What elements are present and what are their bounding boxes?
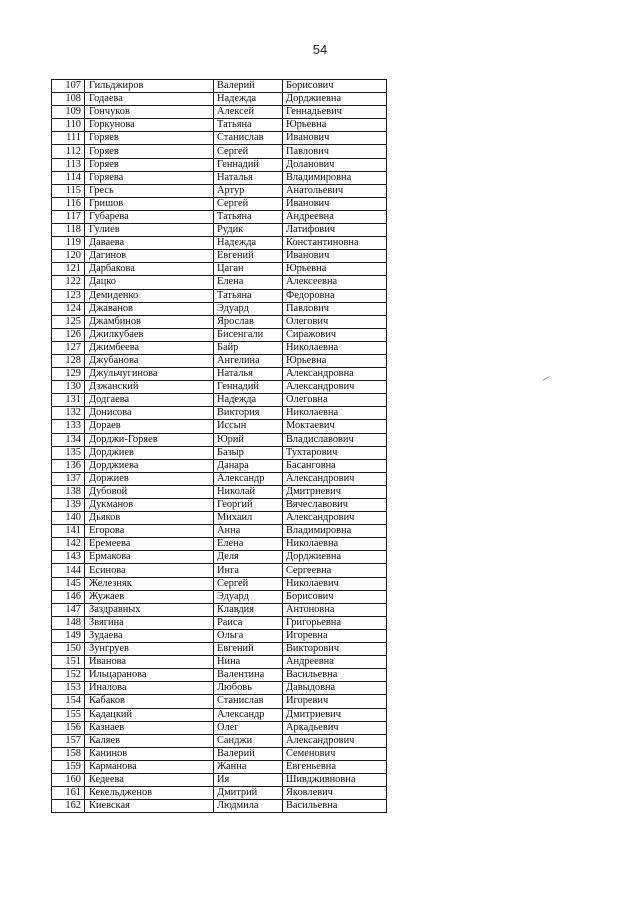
surname-cell: Железняк <box>85 577 214 590</box>
patronymic-cell: Шивдживновна <box>283 773 387 786</box>
given-name-cell: Ольга <box>214 629 283 642</box>
surname-cell: Гресь <box>85 184 214 197</box>
patronymic-cell: Александрович <box>283 734 387 747</box>
table-row <box>52 276 387 289</box>
surname-cell: Дукманов <box>85 499 214 512</box>
surname-cell: Гулиев <box>85 224 214 237</box>
given-name-cell: Надежда <box>214 93 283 106</box>
patronymic-cell: Константиновна <box>283 237 387 250</box>
table-row <box>52 760 387 773</box>
surname-cell: Горяев <box>85 145 214 158</box>
patronymic-cell: Яковлевич <box>283 787 387 800</box>
table-row <box>52 682 387 695</box>
patronymic-cell: Игоревна <box>283 629 387 642</box>
patronymic-cell: Тухтарович <box>283 446 387 459</box>
surname-cell: Демиденко <box>85 289 214 302</box>
surname-cell: Доржиев <box>85 472 214 485</box>
row-number: 136 <box>52 459 85 472</box>
given-name-cell: Евгений <box>214 643 283 656</box>
row-number: 107 <box>52 80 85 93</box>
patronymic-cell: Васильевна <box>283 669 387 682</box>
row-number: 112 <box>52 145 85 158</box>
table-row <box>52 525 387 538</box>
table-row <box>52 656 387 669</box>
given-name-cell: Татьяна <box>214 119 283 132</box>
given-name-cell: Геннадий <box>214 381 283 394</box>
surname-cell: Джаванов <box>85 302 214 315</box>
patronymic-cell: Дорджиевна <box>283 551 387 564</box>
patronymic-cell: Николаевна <box>283 538 387 551</box>
patronymic-cell: Олеговна <box>283 394 387 407</box>
row-number: 158 <box>52 747 85 760</box>
surname-cell: Джульчугинова <box>85 368 214 381</box>
table-row <box>52 171 387 184</box>
table-row <box>52 315 387 328</box>
row-number: 108 <box>52 93 85 106</box>
table-row <box>52 734 387 747</box>
given-name-cell: Эдуард <box>214 302 283 315</box>
table-row <box>52 289 387 302</box>
patronymic-cell: Сиражович <box>283 328 387 341</box>
row-number: 135 <box>52 446 85 459</box>
surname-cell: Кабаков <box>85 695 214 708</box>
table-row <box>52 512 387 525</box>
given-name-cell: Данара <box>214 459 283 472</box>
surname-cell: Гришов <box>85 197 214 210</box>
row-number: 129 <box>52 368 85 381</box>
patronymic-cell: Дмитриевич <box>283 485 387 498</box>
surname-cell: Каляев <box>85 734 214 747</box>
table-row <box>52 407 387 420</box>
patronymic-cell: Владимировна <box>283 171 387 184</box>
table-row <box>52 747 387 760</box>
surname-cell: Горяева <box>85 171 214 184</box>
given-name-cell: Нина <box>214 656 283 669</box>
row-number: 120 <box>52 250 85 263</box>
surname-cell: Додгаева <box>85 394 214 407</box>
row-number: 137 <box>52 472 85 485</box>
table-row <box>52 643 387 656</box>
patronymic-cell: Латифович <box>283 224 387 237</box>
given-name-cell: Иссын <box>214 420 283 433</box>
patronymic-cell: Борисович <box>283 590 387 603</box>
table-row <box>52 695 387 708</box>
patronymic-cell: Анатольевич <box>283 184 387 197</box>
patronymic-cell: Николаевна <box>283 341 387 354</box>
given-name-cell: Елена <box>214 276 283 289</box>
table-row <box>52 106 387 119</box>
row-number: 113 <box>52 158 85 171</box>
table-row <box>52 446 387 459</box>
given-name-cell: Валерий <box>214 747 283 760</box>
row-number: 111 <box>52 132 85 145</box>
given-name-cell: Любовь <box>214 682 283 695</box>
patronymic-cell: Иванович <box>283 250 387 263</box>
table-row <box>52 328 387 341</box>
surname-cell: Гильджиров <box>85 80 214 93</box>
given-name-cell: Надежда <box>214 394 283 407</box>
given-name-cell: Георгий <box>214 499 283 512</box>
patronymic-cell: Павлович <box>283 145 387 158</box>
patronymic-cell: Геннадьевич <box>283 106 387 119</box>
surname-cell: Губарева <box>85 210 214 223</box>
given-name-cell: Александр <box>214 708 283 721</box>
table-row <box>52 354 387 367</box>
table-row <box>52 629 387 642</box>
row-number: 115 <box>52 184 85 197</box>
page-number: 54 <box>312 42 328 57</box>
surname-cell: Есинова <box>85 564 214 577</box>
table-row <box>52 420 387 433</box>
table-row <box>52 538 387 551</box>
given-name-cell: Сергей <box>214 145 283 158</box>
row-number: 159 <box>52 760 85 773</box>
patronymic-cell: Олегович <box>283 315 387 328</box>
surname-cell: Еремеева <box>85 538 214 551</box>
patronymic-cell: Юрьевна <box>283 354 387 367</box>
patronymic-cell: Юрьевна <box>283 263 387 276</box>
surname-cell: Киевская <box>85 800 214 813</box>
given-name-cell: Клавдия <box>214 603 283 616</box>
row-number: 125 <box>52 315 85 328</box>
patronymic-cell: Давыдовна <box>283 682 387 695</box>
given-name-cell: Валентина <box>214 669 283 682</box>
patronymic-cell: Иванович <box>283 132 387 145</box>
table-row <box>52 485 387 498</box>
row-number: 150 <box>52 643 85 656</box>
row-number: 134 <box>52 433 85 446</box>
table-row <box>52 459 387 472</box>
row-number: 153 <box>52 682 85 695</box>
row-number: 130 <box>52 381 85 394</box>
row-number: 144 <box>52 564 85 577</box>
given-name-cell: Байр <box>214 341 283 354</box>
table-row <box>52 381 387 394</box>
table-row <box>52 132 387 145</box>
surname-cell: Зудаева <box>85 629 214 642</box>
surname-cell: Дзжанский <box>85 381 214 394</box>
given-name-cell: Юрий <box>214 433 283 446</box>
row-number: 118 <box>52 224 85 237</box>
given-name-cell: Валерий <box>214 80 283 93</box>
given-name-cell: Анна <box>214 525 283 538</box>
table-row <box>52 800 387 813</box>
surname-cell: Годаева <box>85 93 214 106</box>
given-name-cell: Рудик <box>214 224 283 237</box>
given-name-cell: Дмитрий <box>214 787 283 800</box>
given-name-cell: Жанна <box>214 760 283 773</box>
row-number: 123 <box>52 289 85 302</box>
patronymic-cell: Сергеевна <box>283 564 387 577</box>
row-number: 154 <box>52 695 85 708</box>
patronymic-cell: Басанговна <box>283 459 387 472</box>
surname-cell: Донисова <box>85 407 214 420</box>
patronymic-cell: Андреевна <box>283 656 387 669</box>
table-row <box>52 773 387 786</box>
table-row <box>52 341 387 354</box>
table-row <box>52 368 387 381</box>
given-name-cell: Людмила <box>214 800 283 813</box>
row-number: 161 <box>52 787 85 800</box>
given-name-cell: Геннадий <box>214 158 283 171</box>
given-name-cell: Евгений <box>214 250 283 263</box>
table-row <box>52 708 387 721</box>
patronymic-cell: Доланович <box>283 158 387 171</box>
row-number: 122 <box>52 276 85 289</box>
row-number: 149 <box>52 629 85 642</box>
surname-cell: Егорова <box>85 525 214 538</box>
row-number: 127 <box>52 341 85 354</box>
row-number: 124 <box>52 302 85 315</box>
row-number: 142 <box>52 538 85 551</box>
surname-cell: Джубанова <box>85 354 214 367</box>
patronymic-cell: Васильевна <box>283 800 387 813</box>
given-name-cell: Санджи <box>214 734 283 747</box>
given-name-cell: Елена <box>214 538 283 551</box>
surname-cell: Джамбинов <box>85 315 214 328</box>
surname-cell: Дьяков <box>85 512 214 525</box>
patronymic-cell: Дорджиевна <box>283 93 387 106</box>
given-name-cell: Татьяна <box>214 289 283 302</box>
table-row <box>52 603 387 616</box>
table-row <box>52 263 387 276</box>
surname-cell: Дубовой <box>85 485 214 498</box>
row-number: 121 <box>52 263 85 276</box>
given-name-cell: Артур <box>214 184 283 197</box>
row-number: 133 <box>52 420 85 433</box>
table-row <box>52 145 387 158</box>
patronymic-cell: Александровна <box>283 368 387 381</box>
surname-cell: Жужаев <box>85 590 214 603</box>
surname-cell: Казнаев <box>85 721 214 734</box>
table-row <box>52 669 387 682</box>
table-row <box>52 577 387 590</box>
surname-cell: Заздравных <box>85 603 214 616</box>
table-row <box>52 93 387 106</box>
row-number: 147 <box>52 603 85 616</box>
table-row <box>52 564 387 577</box>
given-name-cell: Татьяна <box>214 210 283 223</box>
row-number: 148 <box>52 616 85 629</box>
surname-cell: Карманова <box>85 760 214 773</box>
patronymic-cell: Федоровна <box>283 289 387 302</box>
row-number: 155 <box>52 708 85 721</box>
row-number: 138 <box>52 485 85 498</box>
table-row <box>52 551 387 564</box>
table-row <box>52 224 387 237</box>
patronymic-cell: Борисович <box>283 80 387 93</box>
name-roster-table <box>51 79 387 813</box>
row-number: 132 <box>52 407 85 420</box>
row-number: 152 <box>52 669 85 682</box>
row-number: 157 <box>52 734 85 747</box>
given-name-cell: Сергей <box>214 197 283 210</box>
given-name-cell: Ярослав <box>214 315 283 328</box>
surname-cell: Дорджиева <box>85 459 214 472</box>
patronymic-cell: Антоновна <box>283 603 387 616</box>
given-name-cell: Станислав <box>214 695 283 708</box>
surname-cell: Дарбакова <box>85 263 214 276</box>
patronymic-cell: Владимировна <box>283 525 387 538</box>
row-number: 119 <box>52 237 85 250</box>
given-name-cell: Александр <box>214 472 283 485</box>
row-number: 116 <box>52 197 85 210</box>
surname-cell: Иванова <box>85 656 214 669</box>
given-name-cell: Инга <box>214 564 283 577</box>
patronymic-cell: Моктаевич <box>283 420 387 433</box>
surname-cell: Ермакова <box>85 551 214 564</box>
given-name-cell: Олег <box>214 721 283 734</box>
table-row <box>52 433 387 446</box>
patronymic-cell: Дмитриевич <box>283 708 387 721</box>
patronymic-cell: Вячеславович <box>283 499 387 512</box>
patronymic-cell: Иванович <box>283 197 387 210</box>
patronymic-cell: Викторович <box>283 643 387 656</box>
given-name-cell: Надежда <box>214 237 283 250</box>
table-row <box>52 250 387 263</box>
table-row <box>52 721 387 734</box>
given-name-cell: Ангелина <box>214 354 283 367</box>
given-name-cell: Деля <box>214 551 283 564</box>
surname-cell: Кекельдженов <box>85 787 214 800</box>
patronymic-cell: Евгеньевна <box>283 760 387 773</box>
surname-cell: Зунгруев <box>85 643 214 656</box>
surname-cell: Горяев <box>85 132 214 145</box>
surname-cell: Ильцаранова <box>85 669 214 682</box>
row-number: 139 <box>52 499 85 512</box>
given-name-cell: Базыр <box>214 446 283 459</box>
roster-body <box>52 80 387 813</box>
patronymic-cell: Александрович <box>283 381 387 394</box>
table-row <box>52 472 387 485</box>
surname-cell: Джилкубаев <box>85 328 214 341</box>
given-name-cell: Николай <box>214 485 283 498</box>
table-row <box>52 499 387 512</box>
surname-cell: Горкунова <box>85 119 214 132</box>
patronymic-cell: Юрьевна <box>283 119 387 132</box>
row-number: 162 <box>52 800 85 813</box>
given-name-cell: Раиса <box>214 616 283 629</box>
patronymic-cell: Александрович <box>283 512 387 525</box>
table-row <box>52 80 387 93</box>
row-number: 141 <box>52 525 85 538</box>
row-number: 143 <box>52 551 85 564</box>
row-number: 117 <box>52 210 85 223</box>
table-row <box>52 197 387 210</box>
table-row <box>52 590 387 603</box>
table-row <box>52 184 387 197</box>
given-name-cell: Ия <box>214 773 283 786</box>
surname-cell: Дацко <box>85 276 214 289</box>
table-row <box>52 394 387 407</box>
row-number: 146 <box>52 590 85 603</box>
row-number: 145 <box>52 577 85 590</box>
surname-cell: Горяев <box>85 158 214 171</box>
table-row <box>52 158 387 171</box>
row-number: 128 <box>52 354 85 367</box>
given-name-cell: Сергей <box>214 577 283 590</box>
row-number: 156 <box>52 721 85 734</box>
surname-cell: Звягина <box>85 616 214 629</box>
patronymic-cell: Владиславович <box>283 433 387 446</box>
given-name-cell: Бисенгали <box>214 328 283 341</box>
surname-cell: Канинов <box>85 747 214 760</box>
table-row <box>52 616 387 629</box>
surname-cell: Кадацкий <box>85 708 214 721</box>
patronymic-cell: Александрович <box>283 472 387 485</box>
row-number: 151 <box>52 656 85 669</box>
given-name-cell: Наталья <box>214 171 283 184</box>
patronymic-cell: Аркадьевич <box>283 721 387 734</box>
table-row <box>52 787 387 800</box>
surname-cell: Дагинов <box>85 250 214 263</box>
given-name-cell: Станислав <box>214 132 283 145</box>
row-number: 160 <box>52 773 85 786</box>
patronymic-cell: Николаевна <box>283 407 387 420</box>
surname-cell: Джимбеева <box>85 341 214 354</box>
row-number: 140 <box>52 512 85 525</box>
patronymic-cell: Андреевна <box>283 210 387 223</box>
surname-cell: Даваева <box>85 237 214 250</box>
surname-cell: Иналова <box>85 682 214 695</box>
patronymic-cell: Николаевич <box>283 577 387 590</box>
table-row <box>52 210 387 223</box>
row-number: 126 <box>52 328 85 341</box>
surname-cell: Гончуков <box>85 106 214 119</box>
given-name-cell: Михаил <box>214 512 283 525</box>
patronymic-cell: Григорьевна <box>283 616 387 629</box>
given-name-cell: Эдуард <box>214 590 283 603</box>
table-row <box>52 237 387 250</box>
given-name-cell: Алексей <box>214 106 283 119</box>
given-name-cell: Цаган <box>214 263 283 276</box>
patronymic-cell: Семенович <box>283 747 387 760</box>
surname-cell: Дорджи-Горяев <box>85 433 214 446</box>
row-number: 131 <box>52 394 85 407</box>
given-name-cell: Виктория <box>214 407 283 420</box>
patronymic-cell: Алексеевна <box>283 276 387 289</box>
surname-cell: Кедеева <box>85 773 214 786</box>
scan-mark <box>542 376 549 381</box>
patronymic-cell: Игоревич <box>283 695 387 708</box>
patronymic-cell: Павлович <box>283 302 387 315</box>
row-number: 110 <box>52 119 85 132</box>
surname-cell: Дораев <box>85 420 214 433</box>
row-number: 114 <box>52 171 85 184</box>
table-row <box>52 302 387 315</box>
given-name-cell: Наталья <box>214 368 283 381</box>
row-number: 109 <box>52 106 85 119</box>
surname-cell: Дорджиев <box>85 446 214 459</box>
table-row <box>52 119 387 132</box>
